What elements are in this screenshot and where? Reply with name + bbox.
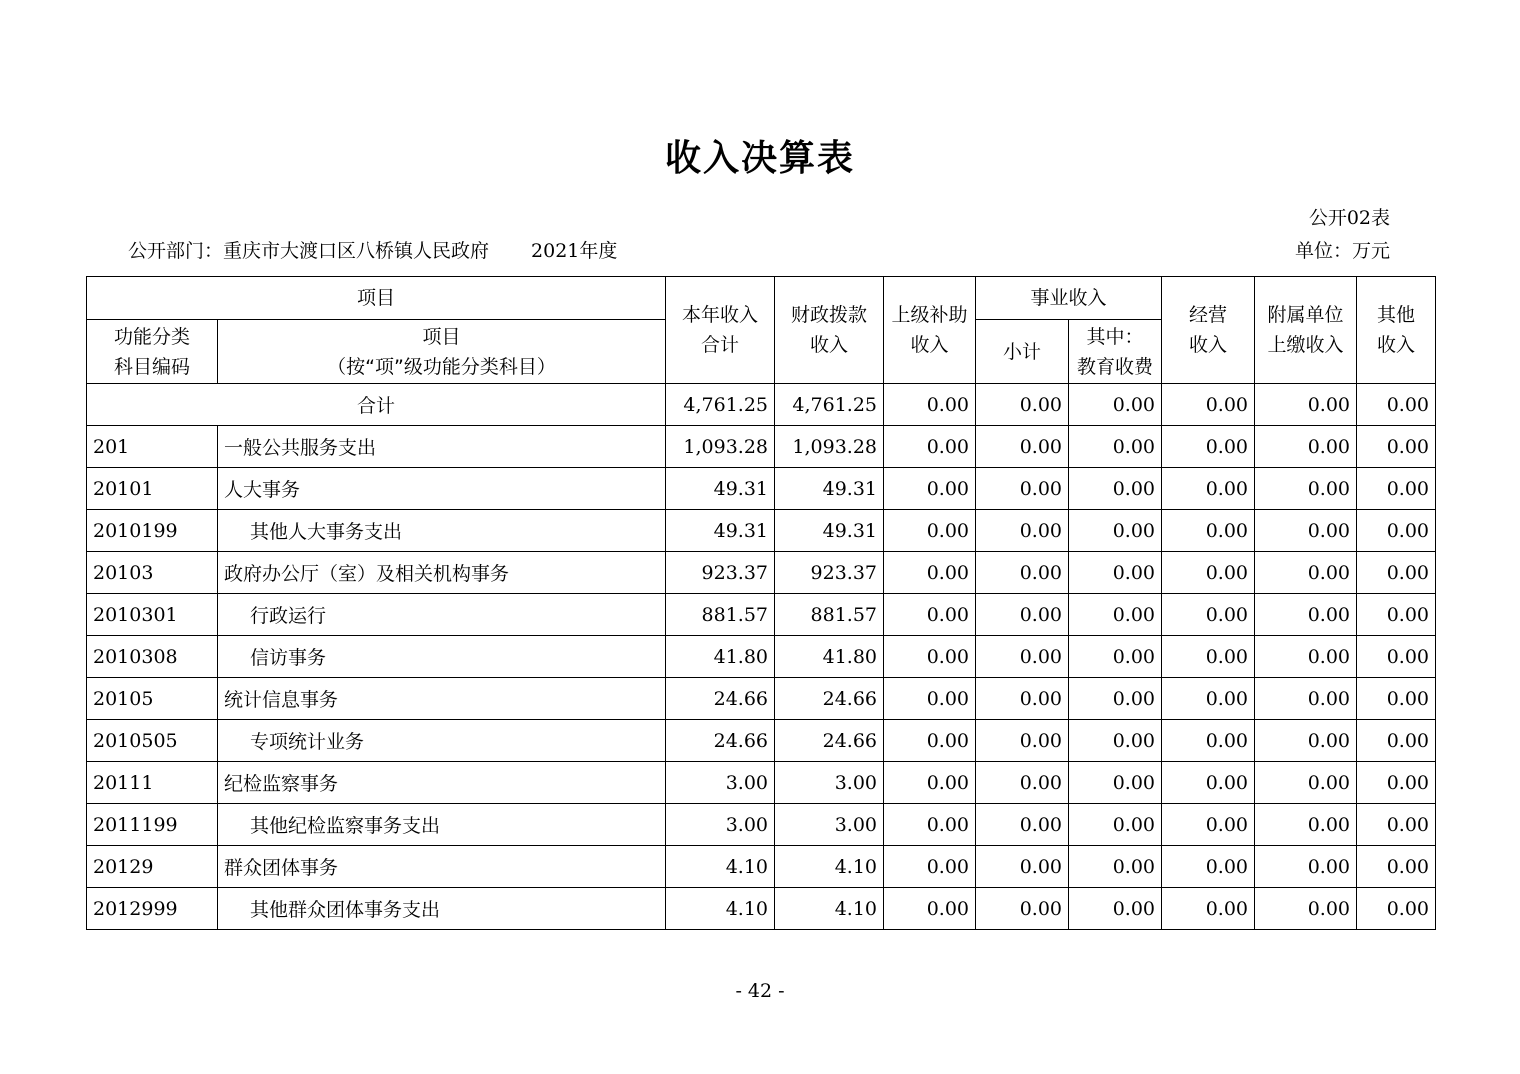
table-body bbox=[87, 384, 1436, 930]
row-name: 纪检监察事务 bbox=[218, 762, 666, 804]
row-value: 0.00 bbox=[884, 594, 976, 636]
row-value: 923.37 bbox=[775, 552, 884, 594]
row-value: 0.00 bbox=[884, 888, 976, 930]
row-value: 3.00 bbox=[775, 804, 884, 846]
table-row bbox=[87, 468, 1436, 510]
row-value: 0.00 bbox=[1357, 426, 1436, 468]
row-value: 0.00 bbox=[884, 762, 976, 804]
row-value: 0.00 bbox=[1255, 468, 1357, 510]
row-value: 3.00 bbox=[775, 762, 884, 804]
row-value: 0.00 bbox=[1162, 426, 1255, 468]
row-value: 0.00 bbox=[1162, 762, 1255, 804]
row-value: 0.00 bbox=[1357, 678, 1436, 720]
row-value: 0.00 bbox=[1162, 468, 1255, 510]
row-value: 0.00 bbox=[976, 552, 1069, 594]
total-value: 0.00 bbox=[1255, 384, 1357, 426]
table-row bbox=[87, 804, 1436, 846]
row-value: 0.00 bbox=[1162, 720, 1255, 762]
row-name: 群众团体事务 bbox=[218, 846, 666, 888]
table-row bbox=[87, 846, 1436, 888]
unit-label: 单位：万元 bbox=[1294, 240, 1390, 262]
row-value: 0.00 bbox=[884, 804, 976, 846]
row-value: 0.00 bbox=[1069, 804, 1162, 846]
table-row bbox=[87, 888, 1436, 930]
income-table bbox=[86, 276, 1436, 930]
row-value: 1,093.28 bbox=[666, 426, 775, 468]
header-other-income: 其他 收入 bbox=[1357, 277, 1436, 384]
row-value: 0.00 bbox=[1069, 594, 1162, 636]
row-value: 4.10 bbox=[775, 846, 884, 888]
row-value: 0.00 bbox=[1069, 636, 1162, 678]
row-value: 0.00 bbox=[1255, 888, 1357, 930]
row-value: 0.00 bbox=[976, 762, 1069, 804]
total-value: 0.00 bbox=[1162, 384, 1255, 426]
row-value: 0.00 bbox=[1069, 468, 1162, 510]
row-code: 2012999 bbox=[87, 888, 218, 930]
row-code: 2011199 bbox=[87, 804, 218, 846]
row-name: 政府办公厅（室）及相关机构事务 bbox=[218, 552, 666, 594]
row-value: 24.66 bbox=[775, 678, 884, 720]
row-value: 0.00 bbox=[1255, 636, 1357, 678]
row-value: 0.00 bbox=[1069, 552, 1162, 594]
row-name: 其他纪检监察事务支出 bbox=[218, 804, 666, 846]
row-value: 0.00 bbox=[1162, 846, 1255, 888]
row-value: 0.00 bbox=[884, 468, 976, 510]
row-value: 0.00 bbox=[1069, 762, 1162, 804]
form-number: 公开02表 bbox=[1308, 207, 1390, 229]
page-title: 收入决算表 bbox=[664, 138, 855, 179]
row-value: 1,093.28 bbox=[775, 426, 884, 468]
row-value: 0.00 bbox=[1069, 510, 1162, 552]
table-header bbox=[87, 277, 1436, 384]
header-name: 项目 （按“项”级功能分类科目） bbox=[218, 320, 666, 384]
row-value: 0.00 bbox=[1069, 888, 1162, 930]
row-value: 0.00 bbox=[1255, 552, 1357, 594]
row-value: 881.57 bbox=[666, 594, 775, 636]
table-row bbox=[87, 636, 1436, 678]
row-value: 49.31 bbox=[666, 510, 775, 552]
row-name: 其他群众团体事务支出 bbox=[218, 888, 666, 930]
row-value: 0.00 bbox=[1162, 888, 1255, 930]
row-value: 0.00 bbox=[1357, 720, 1436, 762]
row-value: 24.66 bbox=[775, 720, 884, 762]
header-fiscal-income: 财政拨款 收入 bbox=[775, 277, 884, 384]
row-value: 0.00 bbox=[884, 636, 976, 678]
header-subtotal: 小计 bbox=[976, 320, 1069, 384]
row-value: 0.00 bbox=[884, 678, 976, 720]
row-value: 41.80 bbox=[666, 636, 775, 678]
total-value: 0.00 bbox=[1069, 384, 1162, 426]
header-education-fees: 其中： 教育收费 bbox=[1069, 320, 1162, 384]
row-value: 0.00 bbox=[976, 846, 1069, 888]
header-subsidy-income: 上级补助 收入 bbox=[884, 277, 976, 384]
header-business-group: 事业收入 bbox=[976, 277, 1162, 320]
row-value: 0.00 bbox=[1255, 510, 1357, 552]
row-value: 0.00 bbox=[1162, 804, 1255, 846]
row-value: 0.00 bbox=[1357, 888, 1436, 930]
table-row bbox=[87, 720, 1436, 762]
row-value: 0.00 bbox=[1069, 426, 1162, 468]
total-value: 4,761.25 bbox=[666, 384, 775, 426]
row-code: 20101 bbox=[87, 468, 218, 510]
row-value: 0.00 bbox=[1255, 762, 1357, 804]
row-value: 4.10 bbox=[666, 888, 775, 930]
row-value: 0.00 bbox=[976, 720, 1069, 762]
row-name: 行政运行 bbox=[218, 594, 666, 636]
row-value: 0.00 bbox=[976, 636, 1069, 678]
total-row bbox=[87, 384, 1436, 426]
row-value: 0.00 bbox=[1357, 510, 1436, 552]
total-label: 合计 bbox=[87, 384, 666, 426]
row-value: 0.00 bbox=[884, 720, 976, 762]
row-code: 2010301 bbox=[87, 594, 218, 636]
table-row bbox=[87, 678, 1436, 720]
row-value: 0.00 bbox=[1357, 804, 1436, 846]
row-code: 20111 bbox=[87, 762, 218, 804]
row-value: 0.00 bbox=[884, 552, 976, 594]
row-value: 0.00 bbox=[1069, 846, 1162, 888]
row-value: 0.00 bbox=[1255, 720, 1357, 762]
row-value: 0.00 bbox=[1069, 678, 1162, 720]
row-value: 0.00 bbox=[1357, 594, 1436, 636]
row-value: 0.00 bbox=[1255, 426, 1357, 468]
row-value: 0.00 bbox=[976, 678, 1069, 720]
row-value: 0.00 bbox=[976, 594, 1069, 636]
row-value: 49.31 bbox=[775, 510, 884, 552]
row-value: 0.00 bbox=[1357, 468, 1436, 510]
row-value: 0.00 bbox=[884, 510, 976, 552]
row-value: 0.00 bbox=[1255, 678, 1357, 720]
table-row bbox=[87, 552, 1436, 594]
row-code: 2010308 bbox=[87, 636, 218, 678]
row-value: 0.00 bbox=[976, 888, 1069, 930]
row-value: 0.00 bbox=[1255, 804, 1357, 846]
row-value: 0.00 bbox=[884, 846, 976, 888]
row-code: 20105 bbox=[87, 678, 218, 720]
row-value: 49.31 bbox=[775, 468, 884, 510]
row-name: 一般公共服务支出 bbox=[218, 426, 666, 468]
row-value: 923.37 bbox=[666, 552, 775, 594]
row-value: 24.66 bbox=[666, 678, 775, 720]
table-row bbox=[87, 510, 1436, 552]
row-value: 0.00 bbox=[1357, 762, 1436, 804]
header-affiliate-income: 附属单位 上缴收入 bbox=[1255, 277, 1357, 384]
row-value: 0.00 bbox=[1162, 678, 1255, 720]
header-item-group: 项目 bbox=[87, 277, 666, 320]
row-value: 3.00 bbox=[666, 804, 775, 846]
row-value: 0.00 bbox=[976, 468, 1069, 510]
row-value: 0.00 bbox=[884, 426, 976, 468]
header-code: 功能分类 科目编码 bbox=[87, 320, 218, 384]
page-number: - 42 - bbox=[735, 980, 785, 1002]
table-row bbox=[87, 426, 1436, 468]
row-value: 0.00 bbox=[976, 804, 1069, 846]
department-name: 公开部门：重庆市大渡口区八桥镇人民政府 bbox=[128, 240, 490, 262]
row-value: 0.00 bbox=[1357, 846, 1436, 888]
row-value: 0.00 bbox=[1162, 510, 1255, 552]
row-value: 881.57 bbox=[775, 594, 884, 636]
row-name: 信访事务 bbox=[218, 636, 666, 678]
row-value: 0.00 bbox=[1162, 636, 1255, 678]
row-value: 24.66 bbox=[666, 720, 775, 762]
row-value: 0.00 bbox=[1255, 846, 1357, 888]
row-code: 201 bbox=[87, 426, 218, 468]
row-name: 统计信息事务 bbox=[218, 678, 666, 720]
row-code: 2010199 bbox=[87, 510, 218, 552]
row-value: 0.00 bbox=[1357, 636, 1436, 678]
row-value: 0.00 bbox=[1162, 552, 1255, 594]
total-value: 4,761.25 bbox=[775, 384, 884, 426]
fiscal-year: 2021年度 bbox=[531, 240, 618, 262]
row-value: 0.00 bbox=[1255, 594, 1357, 636]
row-value: 0.00 bbox=[976, 426, 1069, 468]
row-value: 3.00 bbox=[666, 762, 775, 804]
row-code: 2010505 bbox=[87, 720, 218, 762]
row-value: 0.00 bbox=[976, 510, 1069, 552]
table-row bbox=[87, 594, 1436, 636]
row-code: 20103 bbox=[87, 552, 218, 594]
total-value: 0.00 bbox=[976, 384, 1069, 426]
header-total-income: 本年收入 合计 bbox=[666, 277, 775, 384]
total-value: 0.00 bbox=[1357, 384, 1436, 426]
row-code: 20129 bbox=[87, 846, 218, 888]
row-value: 4.10 bbox=[775, 888, 884, 930]
row-name: 人大事务 bbox=[218, 468, 666, 510]
row-value: 41.80 bbox=[775, 636, 884, 678]
row-value: 0.00 bbox=[1162, 594, 1255, 636]
row-name: 专项统计业务 bbox=[218, 720, 666, 762]
row-value: 0.00 bbox=[1357, 552, 1436, 594]
row-value: 0.00 bbox=[1069, 720, 1162, 762]
table-row bbox=[87, 762, 1436, 804]
row-value: 4.10 bbox=[666, 846, 775, 888]
header-operating-income: 经营 收入 bbox=[1162, 277, 1255, 384]
row-value: 49.31 bbox=[666, 468, 775, 510]
department-line bbox=[128, 236, 617, 263]
total-value: 0.00 bbox=[884, 384, 976, 426]
row-name: 其他人大事务支出 bbox=[218, 510, 666, 552]
